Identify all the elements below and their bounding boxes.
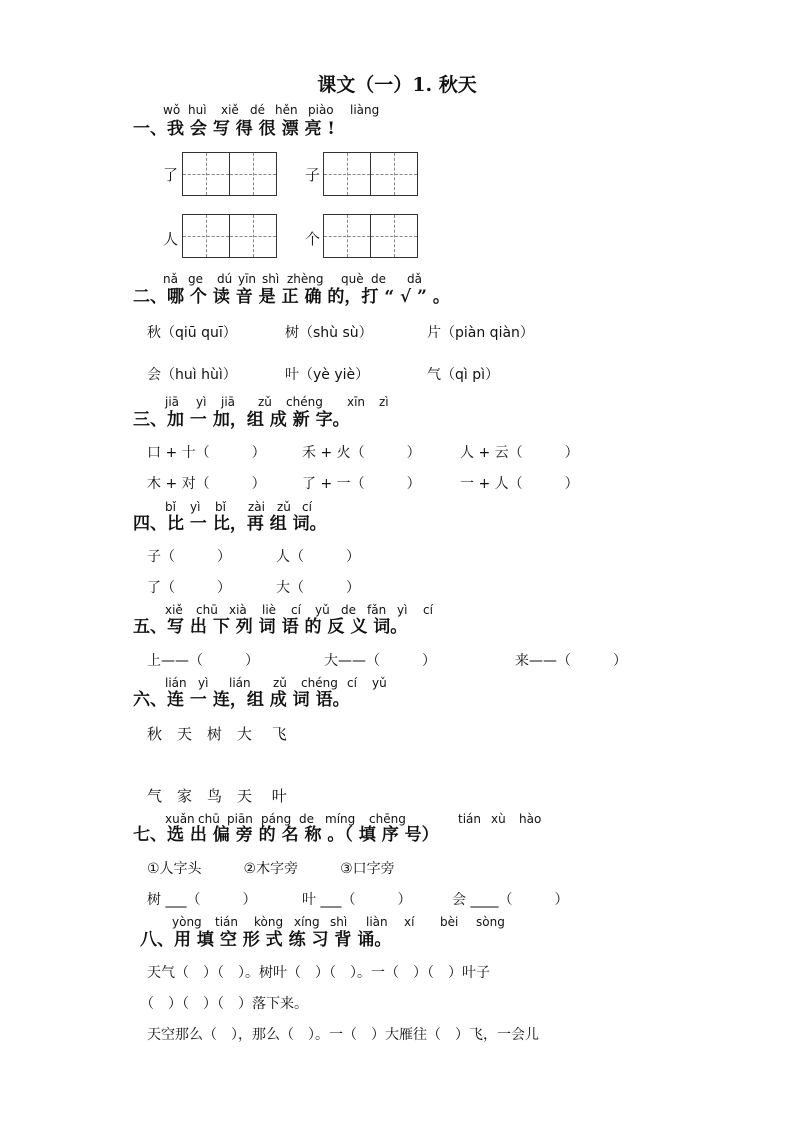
grid-cell[interactable] <box>323 214 371 258</box>
grid-cell[interactable] <box>182 152 230 196</box>
pinyin: de <box>341 603 356 617</box>
fill-item[interactable]: 人 + 云（ ） <box>460 445 579 461</box>
choice-item[interactable]: 叶（yè yiè） <box>285 367 370 383</box>
fill-item[interactable]: 会 ____（ ） <box>452 892 569 908</box>
pinyin: fǎn <box>367 603 387 617</box>
pinyin: chū <box>196 603 218 617</box>
pinyin: lián <box>229 676 251 690</box>
section-8-heading: 八、用 填 空 形 式 练 习 背 诵。 <box>140 930 392 950</box>
pinyin: dú <box>217 272 233 286</box>
pinyin: chéng <box>301 676 338 690</box>
section-1-heading: 一、我 会 写 得 很 漂 亮 ! <box>133 119 335 139</box>
pinyin: jiā <box>221 395 236 409</box>
fill-item[interactable]: 树 ___（ ） <box>147 892 257 908</box>
fill-item[interactable]: 了（ ） <box>147 580 231 596</box>
choice-item[interactable]: 会（huì hùì） <box>147 367 237 383</box>
recite-line[interactable]: 天空那么（ ），那么（ ）。一（ ）大雁往（ ）飞，一会儿 <box>147 1027 539 1043</box>
section-3-heading: 三、加 一 加，组 成 新 字。 <box>133 410 350 430</box>
grid-cell[interactable] <box>370 214 418 258</box>
pinyin: de <box>371 272 386 286</box>
pinyin: bǐ <box>215 500 226 514</box>
choice-item[interactable]: 片（piàn qiàn） <box>427 325 534 341</box>
recite-line[interactable]: 天气（ ）（ ）。树叶（ ）（ ）。一（ ）（ ）叶子 <box>147 965 490 981</box>
pinyin: jiā <box>165 395 180 409</box>
grid-cell[interactable] <box>370 152 418 196</box>
pinyin: zhèng <box>287 272 324 286</box>
pinyin: tián <box>215 915 238 929</box>
pinyin: zì <box>379 395 389 409</box>
section-2-heading: 二、哪 个 读 音 是 正 确 的，打 “ √ ” 。 <box>133 287 450 307</box>
pinyin: yì <box>198 676 209 690</box>
pinyin: kòng <box>254 915 284 929</box>
choice-item[interactable]: 树（shù sù） <box>285 325 373 341</box>
pinyin: xù <box>491 812 506 826</box>
grid-cell[interactable] <box>229 152 277 196</box>
grid-char: 人 <box>163 230 179 248</box>
pinyin: chū <box>198 812 220 826</box>
match-row-bottom[interactable]: 气 家 鸟 天 叶 <box>147 787 287 805</box>
fill-item[interactable]: 了 + 一（ ） <box>302 476 421 492</box>
writing-grid[interactable] <box>323 214 417 258</box>
pinyin: cí <box>347 676 357 690</box>
fill-item[interactable]: 禾 + 火（ ） <box>302 445 421 461</box>
pinyin: xīn <box>347 395 366 409</box>
pinyin: yīn <box>238 272 257 286</box>
pinyin: tián <box>458 812 481 826</box>
pinyin: huì <box>188 103 207 117</box>
pinyin: de <box>299 812 314 826</box>
pinyin: cí <box>423 603 433 617</box>
pinyin: zǔ <box>277 500 291 514</box>
page-title: 课文（一）1. 秋天 <box>317 74 477 96</box>
pinyin: yì <box>397 603 408 617</box>
fill-item[interactable]: 来——（ ） <box>515 653 627 669</box>
fill-item[interactable]: 叶 ___（ ） <box>302 892 412 908</box>
pinyin: wǒ <box>163 103 181 117</box>
pinyin: yǔ <box>315 603 330 617</box>
pinyin: chēng <box>369 812 406 826</box>
fill-item[interactable]: 上——（ ） <box>147 653 259 669</box>
fill-item[interactable]: 大（ ） <box>276 580 360 596</box>
pinyin: liàng <box>350 103 380 117</box>
section-4-heading: 四、比 一 比，再 组 词。 <box>133 514 327 534</box>
radical-options: ①人字头 ②木字旁 ③口字旁 <box>147 861 395 877</box>
grid-cell[interactable] <box>229 214 277 258</box>
pinyin: xuǎn <box>165 812 195 826</box>
pinyin: hěn <box>275 103 298 117</box>
pinyin: zài <box>248 500 265 514</box>
fill-item[interactable]: 口 + 十（ ） <box>147 445 266 461</box>
match-row-top[interactable]: 秋 天 树 大 飞 <box>147 725 287 743</box>
recite-line[interactable]: （ ）（ ）（ ）落下来。 <box>140 996 308 1012</box>
pinyin: yì <box>190 500 201 514</box>
pinyin: yì <box>196 395 207 409</box>
pinyin: zǔ <box>258 395 272 409</box>
section-6-heading: 六、连 一 连，组 成 词 语。 <box>133 690 350 710</box>
grid-char: 子 <box>305 166 321 184</box>
writing-grid[interactable] <box>182 152 276 196</box>
pinyin: nǎ <box>163 272 178 286</box>
pinyin: dé <box>250 103 265 117</box>
fill-item[interactable]: 一 + 人（ ） <box>460 476 579 492</box>
pinyin: xí <box>404 915 415 929</box>
grid-cell[interactable] <box>182 214 230 258</box>
grid-cell[interactable] <box>323 152 371 196</box>
pinyin: bèi <box>440 915 459 929</box>
pinyin: liàn <box>366 915 388 929</box>
pinyin: piān <box>227 812 253 826</box>
fill-item[interactable]: 大——（ ） <box>324 653 436 669</box>
fill-item[interactable]: 子（ ） <box>147 549 231 565</box>
choice-item[interactable]: 秋（qiū quī） <box>147 325 237 341</box>
pinyin: xiě <box>165 603 183 617</box>
choice-item[interactable]: 气（qì pì） <box>427 367 500 383</box>
pinyin: lián <box>165 676 187 690</box>
pinyin: ge <box>188 272 203 286</box>
pinyin: páng <box>261 812 292 826</box>
pinyin: zǔ <box>273 676 287 690</box>
pinyin: què <box>341 272 364 286</box>
pinyin: liè <box>262 603 277 617</box>
writing-grid[interactable] <box>323 152 417 196</box>
pinyin: piào <box>308 103 334 117</box>
fill-item[interactable]: 人（ ） <box>276 549 360 565</box>
pinyin: xíng <box>294 915 320 929</box>
pinyin: hào <box>519 812 542 826</box>
pinyin: shì <box>262 272 280 286</box>
pinyin: xià <box>229 603 247 617</box>
pinyin: míng <box>325 812 356 826</box>
pinyin: shì <box>330 915 348 929</box>
pinyin: yòng <box>172 915 202 929</box>
pinyin: dǎ <box>407 272 422 286</box>
grid-char: 个 <box>305 230 321 248</box>
pinyin: yǔ <box>372 676 387 690</box>
section-5-heading: 五、写 出 下 列 词 语 的 反 义 词。 <box>133 617 408 637</box>
pinyin: cí <box>302 500 312 514</box>
fill-item[interactable]: 木 + 对（ ） <box>147 476 266 492</box>
section-7-heading: 七、选 出 偏 旁 的 名 称 。（ 填 序 号） <box>133 825 439 845</box>
pinyin: cí <box>291 603 301 617</box>
pinyin: chéng <box>286 395 323 409</box>
pinyin: sòng <box>476 915 505 929</box>
grid-char: 了 <box>163 166 179 184</box>
writing-grid[interactable] <box>182 214 276 258</box>
pinyin: xiě <box>221 103 239 117</box>
pinyin: bǐ <box>165 500 176 514</box>
